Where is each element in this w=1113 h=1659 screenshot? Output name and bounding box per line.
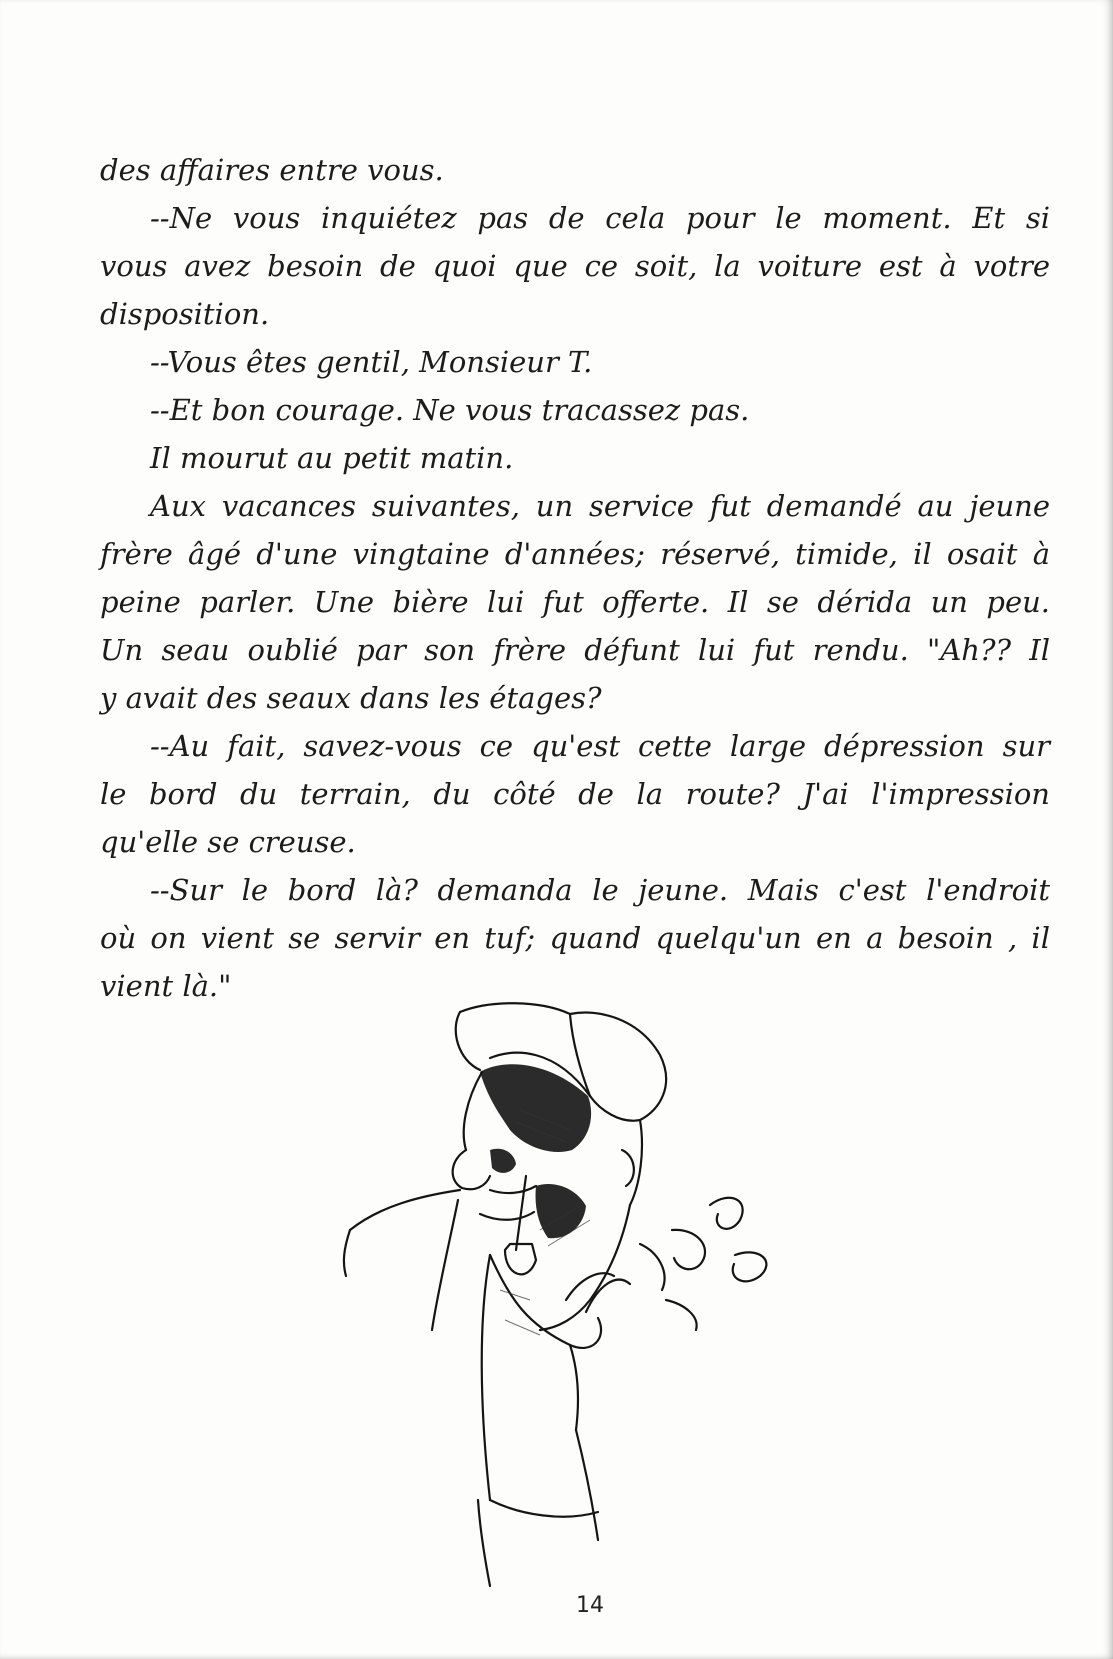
text-line: des affaires entre vous. xyxy=(100,153,444,187)
text-line: frère âgé d'une vingtaine d'années; réservé, timide, il osait à xyxy=(100,537,1050,571)
text-line: disposition. xyxy=(100,297,270,331)
text-line: --Vous êtes gentil, Monsieur T. xyxy=(150,345,593,379)
text-line: qu'elle se creuse. xyxy=(100,825,356,859)
text-line: --Au fait, savez-vous ce qu'est cette large dépression sur xyxy=(150,729,1050,763)
page-number: 14 xyxy=(576,1593,604,1618)
text-line: vous avez besoin de quoi que ce soit, la voiture est à votre xyxy=(100,249,1050,283)
text-line: où on vient se servir en tuf; quand quelqu'un en a besoin , il xyxy=(100,921,1050,955)
text-line: vient là." xyxy=(100,969,232,1003)
text-line: --Ne vous inquiétez pas de cela pour le moment. Et si xyxy=(150,201,1050,235)
text-line: y avait des seaux dans les étages? xyxy=(100,681,602,715)
text-line: peine parler. Une bière lui fut offerte. Il se dérida un peu. xyxy=(100,585,1050,619)
old-man-pipe-illustration xyxy=(340,1000,820,1590)
text-line: Il mourut au petit matin. xyxy=(150,441,514,475)
text-line: --Sur le bord là? demanda le jeune. Mais c'est l'endroit xyxy=(150,873,1050,907)
text-line: Un seau oublié par son frère défunt lui fut rendu. "Ah?? Il xyxy=(100,633,1050,667)
text-line: Aux vacances suivantes, un service fut demandé au jeune xyxy=(150,489,1050,523)
text-line: --Et bon courage. Ne vous tracassez pas. xyxy=(150,393,750,427)
text-line: le bord du terrain, du côté de la route? J'ai l'impression xyxy=(100,777,1050,811)
